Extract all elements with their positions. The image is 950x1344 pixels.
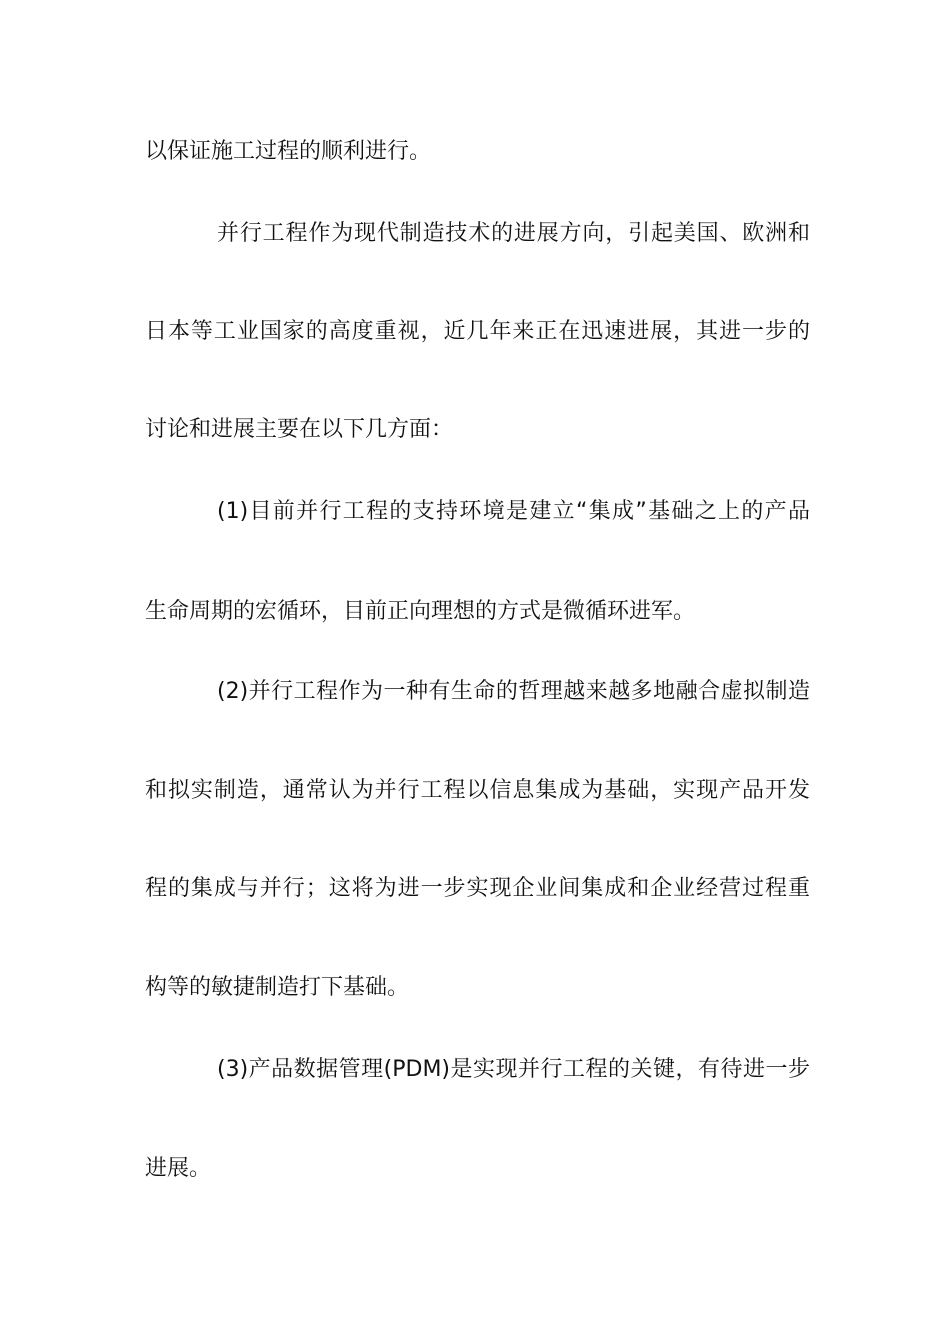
text-line-4: 讨论和进展主要在以下几方面：	[145, 417, 454, 442]
text-line-5: (1)目前并行工程的支持环境是建立“集成”基础之上的产品	[217, 499, 810, 524]
text-line-2: 并行工程作为现代制造技术的进展方向，引起美国、欧洲和	[217, 221, 810, 246]
text-line-7: (2)并行工程作为一种有生命的哲理越来越多地融合虚拟制造	[217, 679, 810, 704]
text-line-9: 程的集成与并行；这将为进一步实现企业间集成和企业经营过程重	[145, 876, 810, 901]
text-line-10: 构等的敏捷制造打下基础。	[145, 975, 410, 1000]
text-line-6: 生命周期的宏循环，目前正向理想的方式是微循环进军。	[145, 599, 696, 624]
text-line-1: 以保证施工过程的顺利进行。	[145, 139, 432, 164]
text-line-12: 进展。	[145, 1156, 212, 1181]
text-line-3: 日本等工业国家的高度重视，近几年来正在迅速进展，其进一步的	[145, 319, 810, 344]
text-line-8: 和拟实制造，通常认为并行工程以信息集成为基础，实现产品开发	[145, 778, 810, 803]
text-line-11: (3)产品数据管理(PDM)是实现并行工程的关键，有待进一步	[217, 1057, 810, 1082]
